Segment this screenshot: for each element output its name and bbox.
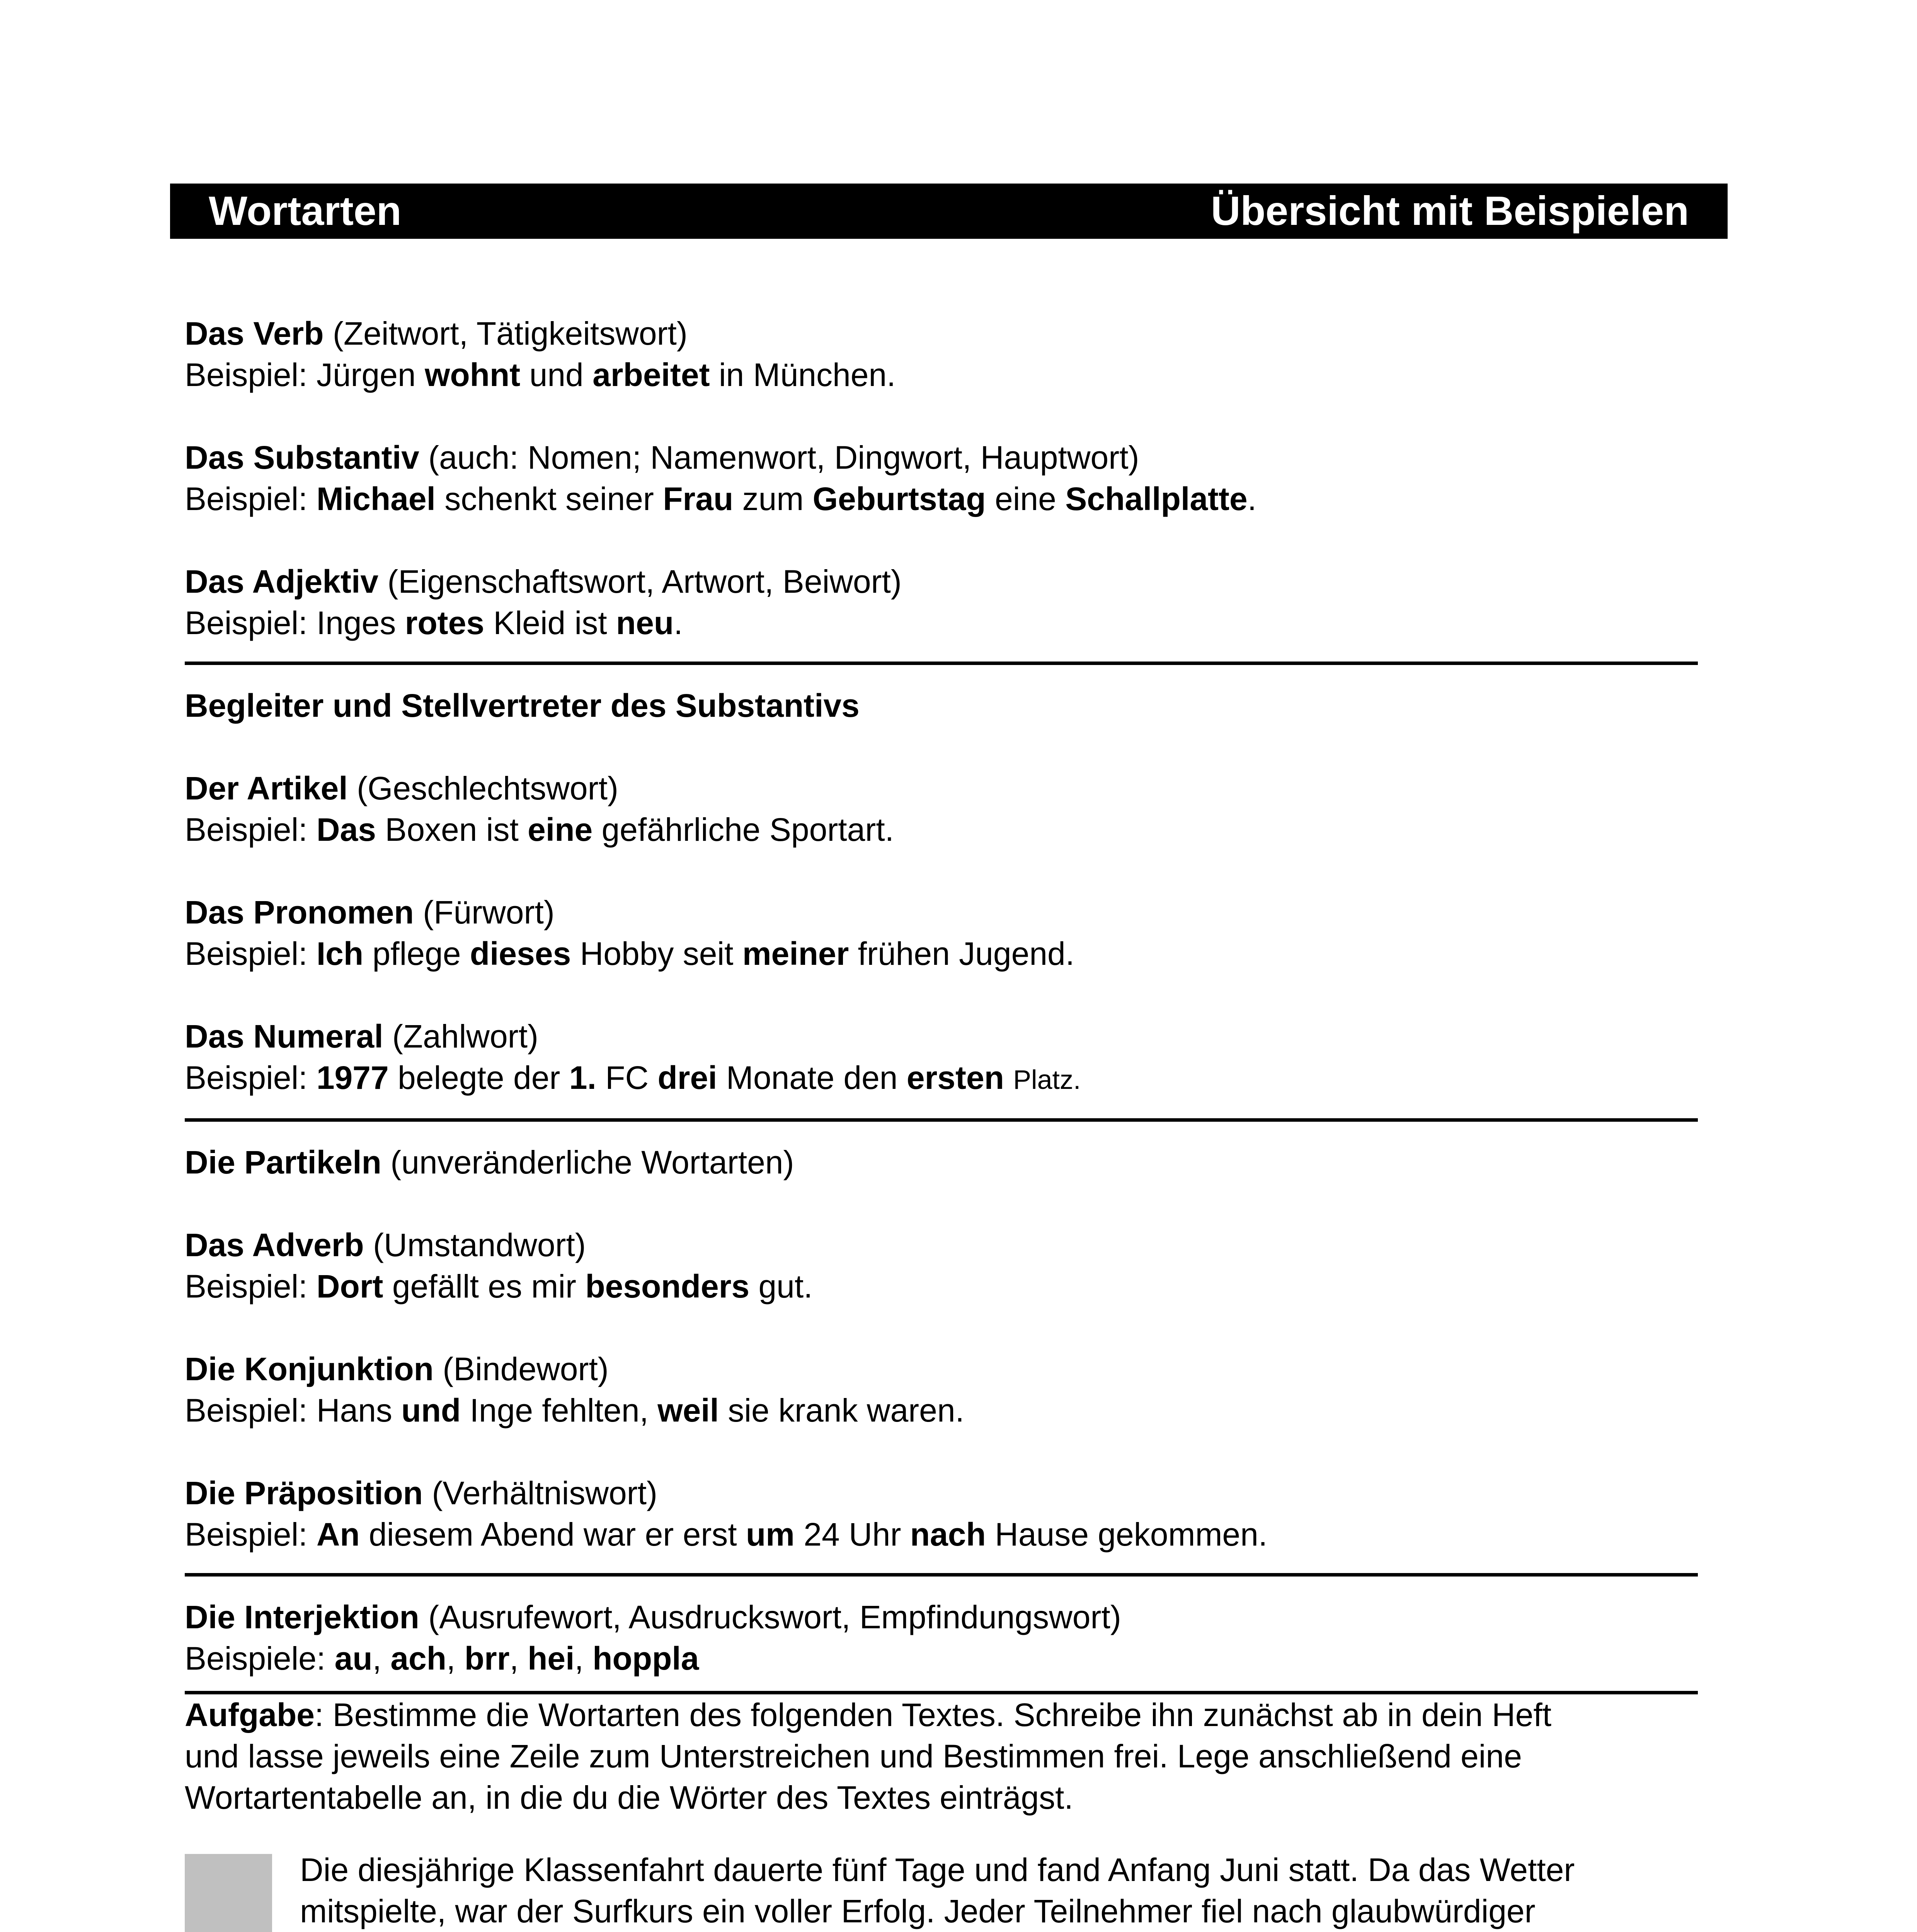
example-word: wohnt bbox=[425, 357, 521, 393]
example-text: in München. bbox=[710, 357, 896, 393]
konjunktion-heading bbox=[185, 1349, 1731, 1390]
exercise-text bbox=[300, 1849, 1753, 1932]
example-text: Beispiel: bbox=[185, 481, 317, 517]
example-word: rotes bbox=[405, 605, 485, 641]
adjektiv-heading bbox=[185, 561, 1731, 602]
adjektiv-desc: (Eigenschaftswort, Artwort, Beiwort) bbox=[378, 563, 902, 600]
example-text: Beispiel: bbox=[185, 1060, 317, 1096]
adjektiv-term: Das Adjektiv bbox=[185, 563, 379, 600]
partikeln-term: Die Partikeln bbox=[185, 1144, 381, 1180]
example-word: eine bbox=[528, 811, 593, 848]
adverb-desc: (Umstandwort) bbox=[364, 1227, 586, 1263]
example-text: belegte der bbox=[388, 1060, 569, 1096]
example-text: frühen Jugend. bbox=[849, 935, 1075, 972]
example-text: FC bbox=[596, 1060, 658, 1096]
example-text: Beispiele: bbox=[185, 1640, 335, 1677]
example-text: gefährliche Sportart. bbox=[592, 811, 894, 848]
example-text: sie krank waren. bbox=[719, 1392, 964, 1429]
interjektion-heading bbox=[185, 1597, 1731, 1638]
praeposition-heading bbox=[185, 1473, 1731, 1514]
section-divider bbox=[185, 1573, 1698, 1577]
verb-desc: (Zeitwort, Tätigkeitswort) bbox=[323, 315, 688, 352]
interjektion-example bbox=[185, 1638, 1731, 1679]
task-line-3: Wortartentabelle an, in die du die Wörter des Textes einträgst. bbox=[185, 1779, 1073, 1816]
example-text: und bbox=[520, 357, 593, 393]
example-word: Ich bbox=[316, 935, 364, 972]
task-line-1 bbox=[185, 1694, 1731, 1736]
example-text: Beispiel: Hans bbox=[185, 1392, 402, 1429]
example-text: , bbox=[509, 1640, 528, 1677]
example-text-small: Platz. bbox=[1013, 1065, 1081, 1095]
example-text: eine bbox=[986, 481, 1066, 517]
adverb-example bbox=[185, 1266, 1731, 1307]
verb-example bbox=[185, 354, 1731, 396]
example-word: Schallplatte bbox=[1065, 481, 1248, 517]
exercise-box bbox=[185, 1854, 1731, 1932]
task-label: Aufgabe bbox=[185, 1697, 315, 1733]
numeral-heading bbox=[185, 1016, 1731, 1057]
example-text: gefällt es mir bbox=[383, 1268, 586, 1304]
example-word: 1977 bbox=[316, 1060, 389, 1096]
section-divider bbox=[185, 1118, 1698, 1122]
example-text: Inge fehlten, bbox=[461, 1392, 658, 1429]
example-text: Beispiel: bbox=[185, 1516, 317, 1553]
example-word: besonders bbox=[585, 1268, 750, 1304]
adverb-heading bbox=[185, 1225, 1731, 1266]
example-text: Monate den bbox=[717, 1060, 907, 1096]
example-word: Dort bbox=[316, 1268, 383, 1304]
example-text: schenkt seiner bbox=[435, 481, 663, 517]
artikel-desc: (Geschlechtswort) bbox=[347, 770, 618, 806]
artikel-heading bbox=[185, 768, 1731, 809]
praeposition-term: Die Präposition bbox=[185, 1475, 423, 1511]
adverb-term: Das Adverb bbox=[185, 1227, 364, 1263]
example-word: hoppla bbox=[592, 1640, 699, 1677]
verb-heading bbox=[185, 313, 1731, 354]
example-text: Hobby seit bbox=[571, 935, 742, 972]
example-word: neu bbox=[616, 605, 674, 641]
exercise-line: mitspielte, war der Surfkurs ein voller Erfolg. Jeder Teilnehmer fiel nach glaubwürdiger bbox=[300, 1893, 1536, 1929]
example-word: um bbox=[746, 1516, 795, 1553]
section-divider bbox=[185, 1691, 1698, 1694]
substantiv-example bbox=[185, 478, 1731, 520]
substantiv-desc: (auch: Nomen; Namenwort, Dingwort, Hauptwort) bbox=[419, 439, 1139, 476]
example-word: meiner bbox=[742, 935, 849, 972]
task-text: : Bestimme die Wortarten des folgenden Textes. Schreibe ihn zunächst ab in dein Heft bbox=[315, 1697, 1552, 1733]
verb-term: Das Verb bbox=[185, 315, 324, 352]
pronomen-desc: (Fürwort) bbox=[414, 894, 555, 930]
partikeln-desc: (unveränderliche Wortarten) bbox=[381, 1144, 794, 1180]
example-text: , bbox=[372, 1640, 391, 1677]
example-word: arbeitet bbox=[592, 357, 710, 393]
artikel-term: Der Artikel bbox=[185, 770, 348, 806]
example-text: , bbox=[446, 1640, 465, 1677]
example-text: . bbox=[1247, 481, 1257, 517]
example-word: ersten bbox=[906, 1060, 1004, 1096]
konjunktion-desc: (Bindewort) bbox=[433, 1351, 609, 1387]
numeral-desc: (Zahlwort) bbox=[383, 1018, 538, 1054]
example-text bbox=[1004, 1060, 1013, 1096]
example-word: weil bbox=[657, 1392, 719, 1429]
header-title: Wortarten bbox=[209, 188, 402, 234]
header-bar bbox=[170, 184, 1728, 239]
example-text: diesem Abend war er erst bbox=[359, 1516, 746, 1553]
exercise-line: Die diesjährige Klassenfahrt dauerte fünf Tage und fand Anfang Juni statt. Da das Wetter bbox=[300, 1852, 1575, 1888]
example-text: 24 Uhr bbox=[794, 1516, 910, 1553]
example-text: . bbox=[674, 605, 683, 641]
interjektion-desc: (Ausrufewort, Ausdruckswort, Empfindungswort) bbox=[419, 1599, 1121, 1635]
header-subtitle: Übersicht mit Beispielen bbox=[1210, 188, 1689, 234]
exercise-marker-bar bbox=[185, 1854, 272, 1932]
example-word: und bbox=[401, 1392, 461, 1429]
example-word: 1. bbox=[569, 1060, 596, 1096]
konjunktion-example bbox=[185, 1390, 1731, 1431]
example-word: drei bbox=[657, 1060, 717, 1096]
konjunktion-term: Die Konjunktion bbox=[185, 1351, 434, 1387]
example-word: An bbox=[316, 1516, 360, 1553]
pronomen-term: Das Pronomen bbox=[185, 894, 414, 930]
substantiv-heading bbox=[185, 437, 1731, 478]
example-word: nach bbox=[910, 1516, 986, 1553]
example-text: pflege bbox=[363, 935, 470, 972]
example-word: brr bbox=[464, 1640, 510, 1677]
example-text: Kleid ist bbox=[484, 605, 616, 641]
example-word: ach bbox=[390, 1640, 447, 1677]
section-divider bbox=[185, 662, 1698, 665]
numeral-example bbox=[185, 1057, 1731, 1100]
praeposition-desc: (Verhältniswort) bbox=[423, 1475, 657, 1511]
pronomen-heading bbox=[185, 892, 1731, 933]
task-line-2: und lasse jeweils eine Zeile zum Unterstreichen und Bestimmen frei. Lege anschließend eine bbox=[185, 1738, 1522, 1774]
example-text: gut. bbox=[749, 1268, 813, 1304]
example-text: zum bbox=[733, 481, 813, 517]
example-word: au bbox=[334, 1640, 373, 1677]
partikeln-heading bbox=[185, 1142, 1731, 1183]
example-word: Das bbox=[316, 811, 376, 848]
example-text: Beispiel: bbox=[185, 1268, 317, 1304]
example-text: Beispiel: Jürgen bbox=[185, 357, 425, 393]
example-text: , bbox=[574, 1640, 593, 1677]
artikel-example bbox=[185, 809, 1731, 850]
example-word: Frau bbox=[663, 481, 734, 517]
example-word: hei bbox=[528, 1640, 575, 1677]
adjektiv-example bbox=[185, 602, 1731, 644]
numeral-term: Das Numeral bbox=[185, 1018, 383, 1054]
example-word: dieses bbox=[470, 935, 571, 972]
begleiter-heading: Begleiter und Stellvertreter des Substantivs bbox=[185, 687, 860, 724]
example-word: Michael bbox=[316, 481, 436, 517]
example-text: Boxen ist bbox=[376, 811, 528, 848]
example-text: Beispiel: bbox=[185, 811, 317, 848]
praeposition-example bbox=[185, 1514, 1731, 1555]
example-text: Beispiel: Inges bbox=[185, 605, 405, 641]
example-text: Hause gekommen. bbox=[986, 1516, 1268, 1553]
example-text: Beispiel: bbox=[185, 935, 317, 972]
content-area bbox=[185, 313, 1731, 1932]
interjektion-term: Die Interjektion bbox=[185, 1599, 419, 1635]
example-word: Geburtstag bbox=[812, 481, 986, 517]
substantiv-term: Das Substantiv bbox=[185, 439, 419, 476]
pronomen-example bbox=[185, 933, 1731, 975]
